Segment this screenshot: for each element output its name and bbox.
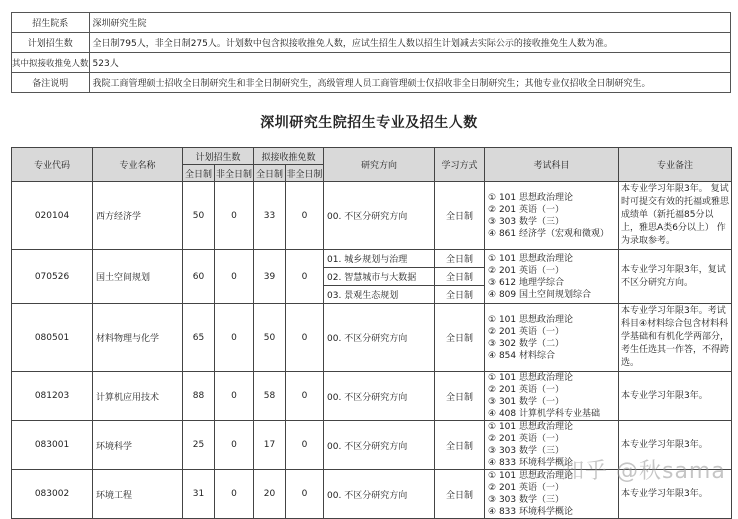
subject-item: ③ 303 数学（三） [488,446,564,456]
info-label: 备注说明 [12,73,90,93]
major-name: 环境科学 [93,421,183,470]
major-note: 本专业学习年限3年，复试不区分研究方向。 [619,250,732,304]
plan-full: 50 [183,182,215,250]
subject-item: ② 201 英语（一） [488,434,564,444]
info-row-remarks [12,73,731,93]
header-plan-full: 全日制 [183,165,215,182]
exempt-part: 0 [286,470,324,519]
major-code: 081203 [12,372,93,421]
subject-item: ④ 854 材料综合 [488,350,555,361]
page-title: 深圳研究生院招生专业及招生人数 [260,115,478,131]
info-value: 全日制795人，非全日制275人。计划数中包含拟接收推免人数，应试生招生人数以招生计划减去实际公示的接收推免生人数为准。 [89,33,730,53]
study-mode: 全日制 [435,421,485,470]
plan-part: 0 [215,250,254,304]
subject-item: ② 201 英语（一） [488,326,564,337]
major-name: 国土空间规划 [93,250,183,304]
major-name: 材料物理与化学 [93,304,183,372]
majors-table [11,147,732,519]
plan-part: 0 [215,304,254,372]
study-mode: 全日制 [435,304,485,372]
research-direction: 00. 不区分研究方向 [324,182,435,250]
header-name: 专业名称 [93,148,183,182]
exam-subjects [485,372,619,421]
exam-subjects [485,250,619,304]
exempt-full: 58 [254,372,286,421]
exempt-part: 0 [286,304,324,372]
plan-full: 25 [183,421,215,470]
plan-part: 0 [215,372,254,421]
subject-item: ② 201 英语（一） [488,265,564,276]
major-code: 020104 [12,182,93,250]
study-mode: 全日制 [435,470,485,519]
subject-item: ③ 612 地理学综合 [488,277,564,288]
subject-item: ② 201 英语（一） [488,204,564,215]
info-table [11,12,731,93]
info-row-exempt [12,53,731,73]
plan-full: 31 [183,470,215,519]
major-note: 本专业学习年限3年。 [619,421,732,470]
exempt-part: 0 [286,250,324,304]
subject-item: ④ 408 计算机学科专业基础 [488,409,601,419]
table-row [12,182,732,250]
header-notes: 专业备注 [619,148,732,182]
major-note: 本专业学习年限3年。考试科目④材料综合包含材料科学基础和有机化学两部分，考生任选其一作答，不得跨选。 [619,304,732,372]
plan-full: 88 [183,372,215,421]
major-code: 083002 [12,470,93,519]
subject-item: ③ 302 数学（二） [488,338,564,349]
info-value: 我院工商管理硕士招收全日制研究生和非全日制研究生，高级管理人员工商管理硕士仅招收非全日制研究生；其他专业仅招收全日制研究生。 [89,73,730,93]
table-row [12,421,732,470]
watermark: 知乎 @秋sama [562,459,726,484]
subject-item: ④ 861 经济学（宏观和微观） [488,228,610,239]
header-code: 专业代码 [12,148,93,182]
research-direction: 00. 不区分研究方向 [324,372,435,421]
header-exempt: 拟接收推免数 [254,148,324,165]
exempt-full: 50 [254,304,286,372]
info-value: 深圳研究生院 [89,13,730,33]
exam-subjects [485,421,619,470]
subject-item: ① 101 思想政治理论 [488,422,573,432]
plan-part: 0 [215,470,254,519]
major-name: 西方经济学 [93,182,183,250]
header-subjects: 考试科目 [485,148,619,182]
info-label: 招生院系 [12,13,90,33]
table-row [12,304,732,372]
exempt-part: 0 [286,372,324,421]
major-note: 本专业学习年限3年。 [619,372,732,421]
subject-item: ④ 833 环境科学概论 [488,458,573,468]
header-direction: 研究方向 [324,148,435,182]
subject-item: ① 101 思想政治理论 [488,314,573,325]
research-direction: 00. 不区分研究方向 [324,421,435,470]
major-code: 083001 [12,421,93,470]
study-mode: 全日制 [435,268,485,286]
exempt-part: 0 [286,421,324,470]
info-label: 其中拟接收推免人数 [12,53,90,73]
table-row [12,372,732,421]
info-row-plan [12,33,731,53]
header-mode: 学习方式 [435,148,485,182]
exempt-full: 20 [254,470,286,519]
exam-subjects [485,182,619,250]
major-code: 080501 [12,304,93,372]
major-name: 计算机应用技术 [93,372,183,421]
exempt-full: 33 [254,182,286,250]
plan-full: 60 [183,250,215,304]
info-label: 计划招生数 [12,33,90,53]
exempt-full: 17 [254,421,286,470]
study-mode: 全日制 [435,250,485,268]
subject-item: ① 101 思想政治理论 [488,471,573,481]
subject-item: ① 101 思想政治理论 [488,192,573,203]
header-exempt-part: 非全日制 [286,165,324,182]
subject-item: ② 201 英语（一） [488,483,564,493]
major-note: 本专业学习年限3年。 复试时可提交有效的托福或雅思成绩单（新托福85分以上，雅思A类6分以上） 作为录取参考。 [619,182,732,250]
subject-item: ④ 809 国土空间规划综合 [488,289,591,300]
research-direction: 00. 不区分研究方向 [324,304,435,372]
research-direction: 02. 智慧城市与大数据 [324,268,435,286]
study-mode: 全日制 [435,372,485,421]
table-row [12,250,732,268]
exam-subjects [485,304,619,372]
plan-full: 65 [183,304,215,372]
header-plan: 计划招生数 [183,148,254,165]
plan-part: 0 [215,421,254,470]
exempt-full: 39 [254,250,286,304]
subject-item: ④ 833 环境科学概论 [488,507,573,517]
major-note: 本专业学习年限3年。 [619,470,732,519]
subject-item: ③ 303 数学（三） [488,216,564,227]
study-mode: 全日制 [435,286,485,304]
plan-part: 0 [215,182,254,250]
header-exempt-full: 全日制 [254,165,286,182]
subject-item: ① 101 思想政治理论 [488,373,573,383]
subject-item: ③ 303 数学（三） [488,495,564,505]
table-row [12,470,732,519]
exempt-part: 0 [286,182,324,250]
info-row-department [12,13,731,33]
study-mode: 全日制 [435,182,485,250]
research-direction: 00. 不区分研究方向 [324,470,435,519]
research-direction: 01. 城乡规划与治理 [324,250,435,268]
info-value: 523人 [89,53,730,73]
subject-item: ① 101 思想政治理论 [488,253,573,264]
header-plan-part: 非全日制 [215,165,254,182]
research-direction: 03. 景观生态规划 [324,286,435,304]
subject-item: ③ 301 数学（一） [488,397,564,407]
exam-subjects [485,470,619,519]
subject-item: ② 201 英语（一） [488,385,564,395]
major-code: 070526 [12,250,93,304]
major-name: 环境工程 [93,470,183,519]
